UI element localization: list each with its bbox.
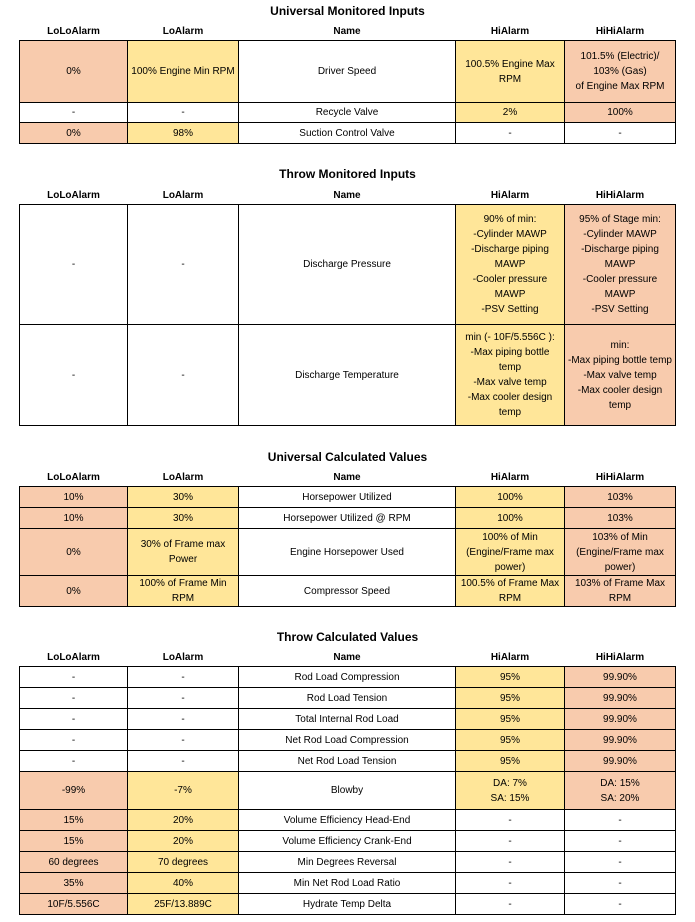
cell-lo-alarm: 30% of Frame max Power (128, 529, 239, 576)
alarm-table (19, 186, 676, 426)
column-header-hi-alarm: HiAlarm (490, 471, 530, 483)
cell-lolo-alarm: 0% (20, 41, 128, 103)
cell-name: Volume Efficiency Crank-End (239, 831, 456, 852)
cell-hihi-alarm: - (565, 894, 676, 915)
cell-lo-alarm: -7% (128, 772, 239, 810)
cell-lo-alarm: 100% of Frame Min RPM (128, 576, 239, 607)
table-header-row (20, 22, 676, 41)
column-header-lo-alarm: LoAlarm (162, 25, 204, 37)
table-row (20, 41, 676, 103)
cell-hi-alarm: - (456, 894, 565, 915)
cell-lolo-alarm: 35% (20, 873, 128, 894)
table-row (20, 730, 676, 751)
cell-name: Min Net Rod Load Ratio (239, 873, 456, 894)
cell-lo-alarm: 20% (128, 831, 239, 852)
cell-hihi-alarm: 103% (565, 487, 676, 508)
cell-lolo-alarm: -99% (20, 772, 128, 810)
column-header-lolo-alarm: LoLoAlarm (47, 189, 100, 201)
column-header-lolo-alarm: LoLoAlarm (47, 25, 100, 37)
cell-lolo-alarm: - (20, 709, 128, 730)
cell-name: Discharge Pressure (239, 205, 456, 325)
table-row (20, 852, 676, 873)
cell-name: Hydrate Temp Delta (239, 894, 456, 915)
column-header-lolo-alarm: LoLoAlarm (47, 651, 100, 663)
section-title: Throw Calculated Values (276, 630, 419, 644)
cell-lo-alarm: 30% (128, 487, 239, 508)
cell-hi-alarm: 95% (456, 709, 565, 730)
cell-lo-alarm: - (128, 325, 239, 426)
cell-lo-alarm: 98% (128, 123, 239, 144)
cell-lolo-alarm: 60 degrees (20, 852, 128, 873)
cell-line: 103% (Gas) (593, 66, 647, 77)
column-header-hi-alarm: HiAlarm (490, 651, 530, 663)
cell-name: Rod Load Tension (239, 688, 456, 709)
cell-line: DA: 7% (493, 777, 527, 789)
cell-lolo-alarm: 0% (20, 123, 128, 144)
cell-name: Total Internal Rod Load (239, 709, 456, 730)
section-title: Universal Monitored Inputs (270, 4, 425, 18)
cell-lolo-alarm: - (20, 730, 128, 751)
cell-hi-alarm: - (456, 831, 565, 852)
cell-line: -Cooler pressure MAWP (472, 274, 548, 300)
cell-hihi-alarm: - (565, 123, 676, 144)
table-row (20, 688, 676, 709)
cell-name: Driver Speed (239, 41, 456, 103)
cell-lo-alarm: - (128, 688, 239, 709)
cell-lolo-alarm: - (20, 205, 128, 325)
column-header-name: Name (333, 25, 361, 37)
cell-line: SA: 15% (490, 792, 530, 804)
cell-name: Rod Load Compression (239, 667, 456, 688)
cell-name: Horsepower Utilized (239, 487, 456, 508)
cell-lolo-alarm: - (20, 103, 128, 123)
cell-lo-alarm: 40% (128, 873, 239, 894)
cell-hi-alarm: - (456, 852, 565, 873)
cell-line: -Discharge piping MAWP (471, 244, 549, 270)
cell-lolo-alarm: 0% (20, 529, 128, 576)
cell-line: of Engine Max RPM (575, 81, 665, 92)
cell-lolo-alarm: 15% (20, 831, 128, 852)
cell-line: -Cylinder MAWP (583, 229, 657, 240)
cell-lo-alarm: 25F/13.889C (128, 894, 239, 915)
cell-name: Min Degrees Reversal (239, 852, 456, 873)
cell-lo-alarm: - (128, 730, 239, 751)
cell-lolo-alarm: 15% (20, 810, 128, 831)
table-row (20, 576, 676, 607)
cell-line: min: (610, 339, 630, 351)
cell-hihi-alarm: 99.90% (565, 688, 676, 709)
cell-hi-alarm: 95% (456, 730, 565, 751)
column-header-name: Name (333, 651, 361, 663)
cell-hi-alarm: 100.5% of Frame Max RPM (456, 576, 565, 607)
cell-hi-alarm: 100% (456, 508, 565, 529)
cell-hihi-alarm: - (565, 852, 676, 873)
cell-lo-alarm: - (128, 709, 239, 730)
cell-name: Horsepower Utilized @ RPM (239, 508, 456, 529)
cell-name: Net Rod Load Compression (239, 730, 456, 751)
cell-hihi-alarm (565, 41, 676, 103)
table-row (20, 325, 676, 426)
cell-hi-alarm: 95% (456, 667, 565, 688)
cell-hi-alarm: - (456, 123, 565, 144)
cell-line: -Max piping bottle temp (568, 354, 672, 366)
cell-lolo-alarm: 10% (20, 508, 128, 529)
cell-hi-alarm: 100% (456, 487, 565, 508)
cell-hihi-alarm: 100% (565, 103, 676, 123)
column-header-hihi-alarm: HiHiAlarm (595, 189, 645, 201)
cell-hi-alarm: 2% (456, 103, 565, 123)
cell-line: -Max cooler design temp (467, 392, 553, 418)
column-header-lolo-alarm: LoLoAlarm (47, 471, 100, 483)
column-header-hihi-alarm: HiHiAlarm (595, 651, 645, 663)
table-header-row (20, 648, 676, 667)
column-header-name: Name (333, 189, 361, 201)
cell-hi-alarm: 100.5% Engine Max RPM (456, 41, 565, 103)
cell-name: Suction Control Valve (239, 123, 456, 144)
alarm-table (19, 22, 676, 144)
column-header-hihi-alarm: HiHiAlarm (595, 25, 645, 37)
cell-lo-alarm: - (128, 103, 239, 123)
cell-hihi-alarm (565, 325, 676, 426)
cell-line: -Cooler pressure MAWP (582, 274, 658, 300)
cell-line: -Max cooler design temp (577, 384, 663, 411)
cell-hihi-alarm: - (565, 831, 676, 852)
cell-hihi-alarm: 103% of Frame Max RPM (565, 576, 676, 607)
cell-lolo-alarm: - (20, 751, 128, 772)
cell-lo-alarm: 70 degrees (128, 852, 239, 873)
cell-lolo-alarm: 10F/5.556C (20, 894, 128, 915)
column-header-lo-alarm: LoAlarm (162, 471, 204, 483)
table-header-row (20, 468, 676, 487)
column-header-hi-alarm: HiAlarm (490, 189, 530, 201)
cell-hihi-alarm: 99.90% (565, 709, 676, 730)
cell-line: 101.5% (Electric)/ (580, 51, 660, 62)
cell-name: Net Rod Load Tension (239, 751, 456, 772)
cell-lolo-alarm: - (20, 688, 128, 709)
cell-hihi-alarm: - (565, 810, 676, 831)
table-row (20, 894, 676, 915)
table-row (20, 123, 676, 144)
cell-line: -Max valve temp (583, 369, 657, 381)
table-row (20, 529, 676, 576)
cell-name: Engine Horsepower Used (239, 529, 456, 576)
cell-lolo-alarm: - (20, 325, 128, 426)
table-header-row (20, 186, 676, 205)
section-title: Throw Monitored Inputs (279, 167, 416, 181)
table-row (20, 103, 676, 123)
cell-line: 95% of Stage min: (579, 214, 661, 225)
cell-hi-alarm: - (456, 873, 565, 894)
cell-hi-alarm: 95% (456, 688, 565, 709)
cell-hihi-alarm: 99.90% (565, 667, 676, 688)
table-row (20, 810, 676, 831)
cell-line: min (- 10F/5.556C ): (465, 332, 555, 343)
cell-lolo-alarm: - (20, 667, 128, 688)
table-row (20, 772, 676, 810)
column-header-lo-alarm: LoAlarm (162, 651, 204, 663)
cell-name: Volume Efficiency Head-End (239, 810, 456, 831)
table-row (20, 751, 676, 772)
cell-line: -PSV Setting (591, 304, 649, 315)
alarm-table (19, 468, 676, 607)
cell-lo-alarm: 20% (128, 810, 239, 831)
cell-line: DA: 15% (600, 777, 640, 789)
table-row (20, 709, 676, 730)
cell-line: SA: 20% (600, 792, 640, 804)
cell-hihi-alarm: 103% of Min (Engine/Frame max power) (565, 529, 676, 576)
cell-hihi-alarm: 103% (565, 508, 676, 529)
cell-hihi-alarm: 99.90% (565, 751, 676, 772)
cell-hihi-alarm: 99.90% (565, 730, 676, 751)
cell-lo-alarm: - (128, 751, 239, 772)
cell-lolo-alarm: 10% (20, 487, 128, 508)
cell-hihi-alarm (565, 772, 676, 810)
cell-name: Discharge Temperature (239, 325, 456, 426)
column-header-hihi-alarm: HiHiAlarm (595, 471, 645, 483)
cell-lo-alarm: - (128, 667, 239, 688)
column-header-hi-alarm: HiAlarm (490, 25, 530, 37)
table-row (20, 873, 676, 894)
cell-line: 90% of min: (483, 214, 537, 225)
cell-name: Recycle Valve (239, 103, 456, 123)
alarm-table (19, 648, 676, 915)
table-row (20, 667, 676, 688)
cell-name: Blowby (239, 772, 456, 810)
column-header-lo-alarm: LoAlarm (162, 189, 204, 201)
cell-line: -Cylinder MAWP (473, 229, 547, 240)
cell-hi-alarm (456, 205, 565, 325)
cell-hihi-alarm: - (565, 873, 676, 894)
section-title: Universal Calculated Values (267, 450, 428, 464)
cell-hi-alarm (456, 325, 565, 426)
cell-hi-alarm: - (456, 810, 565, 831)
table-row (20, 831, 676, 852)
table-row (20, 205, 676, 325)
cell-lo-alarm: 30% (128, 508, 239, 529)
cell-line: -Max piping bottle temp (470, 347, 550, 373)
cell-hi-alarm (456, 772, 565, 810)
cell-line: -Max valve temp (473, 377, 547, 388)
cell-line: -Discharge piping MAWP (581, 244, 659, 270)
cell-lo-alarm: - (128, 205, 239, 325)
cell-hihi-alarm (565, 205, 676, 325)
cell-line: -PSV Setting (481, 304, 539, 315)
cell-hi-alarm: 95% (456, 751, 565, 772)
cell-name: Compressor Speed (239, 576, 456, 607)
table-row (20, 508, 676, 529)
table-row (20, 487, 676, 508)
cell-lo-alarm: 100% Engine Min RPM (128, 41, 239, 103)
column-header-name: Name (333, 471, 361, 483)
cell-lolo-alarm: 0% (20, 576, 128, 607)
cell-hi-alarm: 100% of Min (Engine/Frame max power) (456, 529, 565, 576)
